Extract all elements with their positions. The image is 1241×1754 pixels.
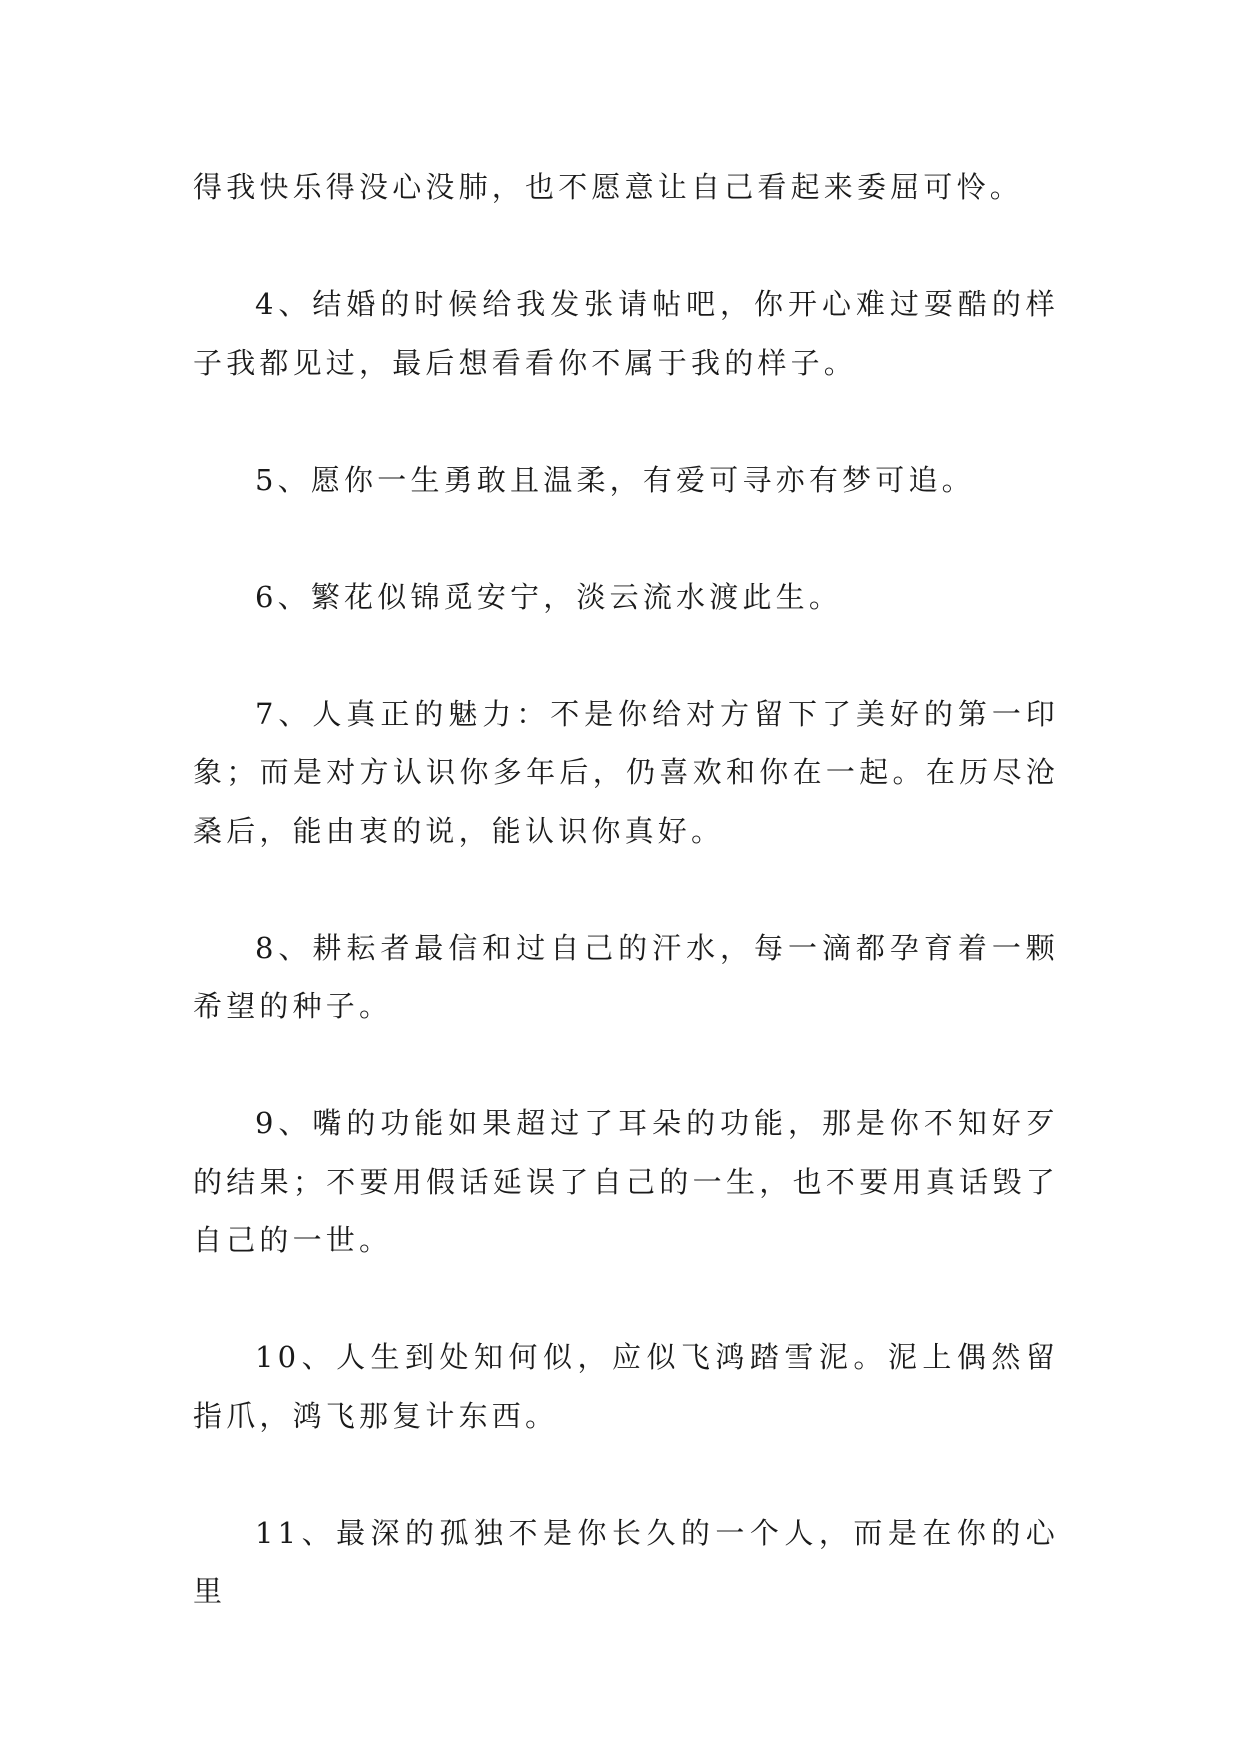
paragraph-7: 7、人真正的魅力：不是你给对方留下了美好的第一印象；而是对方认识你多年后，仍喜欢和你在一起。在历尽沧桑后，能由衷的说，能认识你真好。 — [193, 696, 1059, 848]
paragraph-5: 5、愿你一生勇敢且温柔，有爱可寻亦有梦可追。 — [255, 462, 975, 497]
paragraph-6: 6、繁花似锦觅安宁，淡云流水渡此生。 — [255, 579, 843, 614]
paragraph-9: 9、嘴的功能如果超过了耳朵的功能，那是你不知好歹的结果；不要用假话延误了自己的一生，也不要用真话毁了自己的一世。 — [193, 1106, 1059, 1257]
paragraph-11: 11、最深的孤独不是你长久的一个人，而是在你的心里 — [193, 1515, 1059, 1608]
paragraph-8: 8、耕耘者最信和过自己的汗水，每一滴都孕育着一颗希望的种子。 — [193, 930, 1059, 1023]
paragraph-3-continuation: 得我快乐得没心没肺，也不愿意让自己看起来委屈可怜。 — [193, 170, 1024, 204]
document-body — [193, 158, 1059, 1679]
paragraph-4: 4、结婚的时候给我发张请帖吧，你开心难过耍酷的样子我都见过，最后想看看你不属于我的样子。 — [193, 287, 1059, 380]
paragraph-10: 10、人生到处知何似，应似飞鸿踏雪泥。泥上偶然留指爪，鸿飞那复计东西。 — [193, 1340, 1059, 1433]
